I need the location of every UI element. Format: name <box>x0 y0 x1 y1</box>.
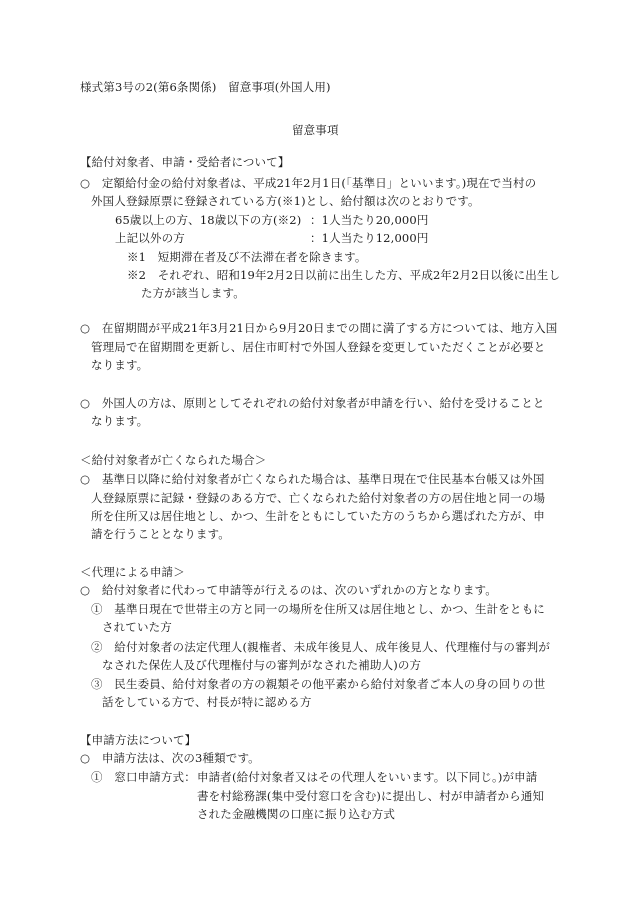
list-item: ③ 民生委員、給付対象者の方の親類その他平素から給付対象者ご本人の身の回りの世 <box>91 677 546 691</box>
paragraph-line: 請を行うこととなります。 <box>91 527 230 541</box>
amount-row-value: ：1人当たり12,000円 <box>310 231 429 245</box>
amount-row-label: 上記以外の方 <box>115 231 185 245</box>
form-header: 様式第3号の2(第6条関係) 留意事項(外国人用) <box>80 80 331 94</box>
list-item-continuation: されていた方 <box>102 620 172 634</box>
section-heading-eligibility: 【給付対象者、申請・受給者について】 <box>80 155 290 169</box>
list-item-continuation: なされた保佐人及び代理権付与の審判がなされた補助人)の方 <box>102 658 422 672</box>
document-title: 留意事項 <box>292 123 339 137</box>
paragraph-line: なります。 <box>91 414 149 428</box>
section-heading-application: 【申請方法について】 <box>80 733 197 747</box>
footnote: た方が該当します。 <box>141 286 245 300</box>
method-description: された金融機関の口座に振り込む方式 <box>197 807 396 821</box>
paragraph-line: ○ 給付対象者に代わって申請等が行えるのは、次のいずれかの方となります。 <box>80 583 497 597</box>
footnote: ※1 短期滞在者及び不法滞在者を除きます。 <box>127 250 367 264</box>
paragraph-line: ○ 定額給付金の給付対象者は、平成21年2月1日(「基準日」といいます。)現在で当村の <box>80 176 537 190</box>
amount-row-value: ：1人当たり20,000円 <box>310 213 429 227</box>
paragraph-line: ○ 在留期間が平成21年3月21日から9月20日までの間に満了する方については、地方入国 <box>80 321 558 335</box>
amount-row-label: 65歳以上の方、18歳以下の方(※2) <box>115 213 302 227</box>
paragraph-line: 外国人登録原票に登録されている方(※1)とし、給付額は次のとおりです。 <box>91 194 480 208</box>
paragraph-line: 管理局で在留期間を更新し、居住市町村で外国人登録を変更していただくことが必要と <box>91 340 546 354</box>
method-label: ① 窓口申請方式： <box>91 770 196 784</box>
list-item: ② 給付対象者の法定代理人(親権者、未成年後見人、成年後見人、代理権付与の審判が <box>91 640 550 654</box>
footnote: ※2 それぞれ、昭和19年2月2日以前に出生した方、平成2年2月2日以後に出生し <box>127 268 561 282</box>
paragraph-line: ○ 基準日以降に給付対象者が亡くなられた場合は、基準日現在で住民基本台帳又は外国 <box>80 472 545 486</box>
method-description: 書を村総務課(集中受付窓口を含む)に提出し、村が申請者から通知 <box>197 789 545 803</box>
section-heading-proxy: ＜代理による申請＞ <box>80 565 185 579</box>
paragraph-line: 所を住所又は居住地とし、かつ、生計をともにしていた方のうちから選ばれた方が、申 <box>91 509 545 523</box>
paragraph-line: ○ 申請方法は、次の3種類です。 <box>80 751 260 765</box>
paragraph-line: ○ 外国人の方は、原則としてそれぞれの給付対象者が申請を行い、給付を受けることと <box>80 396 545 410</box>
paragraph-line: なります。 <box>91 358 149 372</box>
paragraph-line: 人登録原票に記録・登録のある方で、亡くなられた給付対象者の方の居住地と同一の場 <box>91 491 546 505</box>
method-description: 申請者(給付対象者又はその代理人をいいます。以下同じ。)が申請 <box>197 770 538 784</box>
section-heading-deceased: ＜給付対象者が亡くなられた場合＞ <box>80 453 267 467</box>
list-item: ① 基準日現在で世帯主の方と同一の場所を住所又は居住地とし、かつ、生計をともに <box>91 602 545 616</box>
list-item-continuation: 話をしている方で、村長が特に認める方 <box>102 695 312 709</box>
